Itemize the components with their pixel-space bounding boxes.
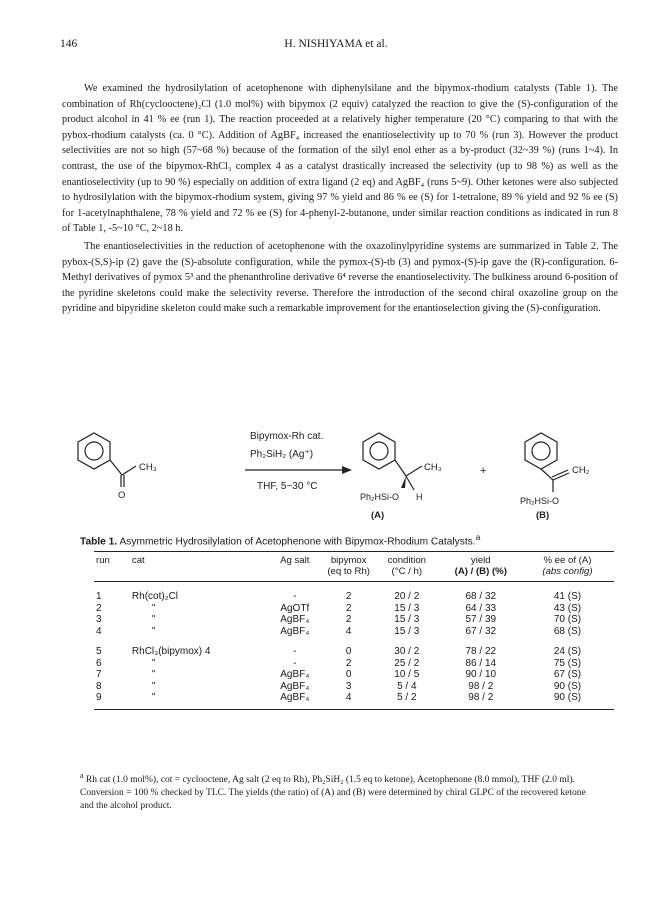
cell-cat: " xyxy=(151,602,156,614)
reaction-scheme xyxy=(60,430,620,530)
header-condition xyxy=(373,552,441,582)
cell-cat: " xyxy=(130,692,265,709)
methylene-label-product-b: CH₂ xyxy=(572,465,590,476)
cell-yield: 98 / 2 xyxy=(468,680,494,692)
cell-condition: 15 / 3 xyxy=(394,602,420,614)
aromatic-circle-product-b xyxy=(532,442,550,460)
cell-yield: 98 / 2 xyxy=(441,692,521,709)
cell-ee: 41 (S) xyxy=(553,591,582,602)
table-caption-label: Table 1. xyxy=(80,536,118,548)
cell-bipymox: 2 xyxy=(345,614,352,625)
cell-ag-salt: - xyxy=(293,657,297,669)
aromatic-circle-product-a xyxy=(370,442,388,460)
cell-bipymox: 2 xyxy=(345,602,352,614)
cell-bipymox: 2 xyxy=(345,657,352,669)
header-bipymox-line1: bipymox xyxy=(330,555,367,566)
cell-condition: 10 / 5 xyxy=(394,669,420,680)
cell-ag-salt: AgBF₄ xyxy=(265,692,324,709)
header-run: run xyxy=(94,552,130,582)
cell-run: 3 xyxy=(96,614,102,625)
body-text xyxy=(62,81,618,319)
header-yield-line2: (A) / (B) (%) xyxy=(454,566,507,577)
cell-yield: 90 / 10 xyxy=(465,669,497,680)
table-caption xyxy=(80,532,480,547)
cell-bipymox: 4 xyxy=(345,625,352,637)
benzene-ring-product-b xyxy=(525,433,557,469)
table-row xyxy=(94,669,614,681)
table-row xyxy=(94,626,614,638)
benzene-ring-reactant xyxy=(78,433,110,469)
cell-run: 4 xyxy=(96,625,102,637)
cell-ee: 67 (S) xyxy=(553,669,582,680)
header-ee-line2: (abs config) xyxy=(542,566,593,577)
cell-bipymox: 0 xyxy=(345,646,352,657)
cell-run: 7 xyxy=(96,669,102,680)
double-bond-vinyl-lower xyxy=(552,470,568,477)
cell-ee: 43 (S) xyxy=(553,602,582,614)
table-caption-text: Asymmetric Hydrosilylation of Acetophenone with Bipymox-Rhodium Catalysts. xyxy=(119,536,476,548)
header-condition-line2: (°C / h) xyxy=(391,566,423,577)
header-bipymox xyxy=(324,552,373,582)
cell-run: 5 xyxy=(96,646,102,657)
reaction-scheme-drawing xyxy=(60,430,620,530)
header-cat: cat xyxy=(130,552,265,582)
reaction-condition-label: THF, 5~30 °C xyxy=(257,481,318,492)
header-ag-salt: Ag salt xyxy=(265,552,324,582)
table-header-row xyxy=(94,552,614,582)
cell-ee: 75 (S) xyxy=(553,657,582,669)
header-ee xyxy=(521,552,614,582)
reagent-silane-label: Ph₂SiH₂ (Ag⁺) xyxy=(250,449,314,460)
silyl-ether-label-a: Ph₂HSi-O xyxy=(360,492,400,502)
cell-yield: 78 / 22 xyxy=(465,646,497,657)
table-footnote xyxy=(80,769,590,813)
product-b-label: (B) xyxy=(536,510,550,521)
cell-cat: Rh(cot)₂Cl xyxy=(131,591,179,602)
silyl-ether-label-b: Ph₂HSi-O xyxy=(520,496,560,506)
cell-ag-salt: - xyxy=(293,646,297,657)
cell-run: 2 xyxy=(96,602,102,614)
cell-ag-salt: - xyxy=(293,591,297,602)
cell-yield: 64 / 33 xyxy=(465,602,497,614)
cell-ee: 24 (S) xyxy=(553,646,582,657)
cell-run: 1 xyxy=(96,591,102,602)
cell-bipymox: 3 xyxy=(345,680,352,692)
cell-run: 6 xyxy=(96,657,102,669)
benzene-ring-product-a xyxy=(363,433,395,469)
cell-ag-salt: AgOTf xyxy=(280,602,310,614)
table-row xyxy=(94,692,614,709)
cell-run: 9 xyxy=(94,692,130,709)
table-row xyxy=(94,603,614,615)
cell-cat: " xyxy=(151,614,156,625)
cell-run: 8 xyxy=(96,680,102,692)
header-ee-line1: % ee of (A) xyxy=(543,555,592,566)
bond-carbonyl-methyl xyxy=(122,466,136,475)
cell-bipymox: 2 xyxy=(345,591,352,602)
cell-ag-salt: AgBF₄ xyxy=(280,680,310,692)
oxygen-label: O xyxy=(118,490,126,501)
bond-stereocenter-h xyxy=(406,476,414,490)
cell-ee: 68 (S) xyxy=(553,625,582,637)
product-a-label: (A) xyxy=(371,510,385,521)
header-bipymox-line2: (eq to Rh) xyxy=(327,566,371,577)
cell-ee: 90 (S) xyxy=(521,692,614,709)
header-yield-line1: yield xyxy=(470,555,491,566)
header-yield xyxy=(441,552,521,582)
footnote-text: Rh cat (1.0 mol%), cot = cyclooctene, Ag salt (2 eq to Rh), Ph₂SiH₂ (1.5 eq to ketone), Acetophenone (8.0 mmol), THF (2.0 ml). Conversion = 100 % checked by TLC. The yields (the ratio) of (A) and (B) were determined by chiral GLPC of the recovered ketone and the alcohol product. xyxy=(80,775,586,812)
cell-cat: " xyxy=(151,680,156,692)
cell-cat: " xyxy=(151,625,156,637)
cell-cat: " xyxy=(151,669,156,680)
wedge-bond xyxy=(401,476,406,488)
cell-yield: 57 / 39 xyxy=(465,614,497,625)
cell-bipymox: 4 xyxy=(324,692,373,709)
bond-ring-stereocenter xyxy=(395,460,406,476)
table-row xyxy=(94,614,614,626)
plus-sign: + xyxy=(480,465,487,477)
cell-cat: RhCl₃(bipymox) 4 xyxy=(131,646,211,657)
table-row xyxy=(94,637,614,658)
results-table xyxy=(94,551,614,710)
running-header-author: H. NISHIYAMA et al. xyxy=(284,38,388,50)
cell-condition: 15 / 3 xyxy=(394,614,420,625)
cell-condition: 25 / 2 xyxy=(394,657,420,669)
paragraph-hydrosilylation: We examined the hydrosilylation of acetophenone with diphenylsilane and the bipymox-rhodium catalysts (Table 1). The combination of Rh(cyclooctene)₂Cl (1.0 mol%) with bipymox (2 equiv) catalyzed the reaction to give the (S)-configuration of the product alcohol in 41 % ee (run 1). The reaction proceeded at a relatively higher temperature (20 °C) comparing to that with the pybox-rhodium catalysts (ca. 0 °C). Addition of AgBF₄ increased the enantioselectivity up to 70 % (run 3). However the product selectivities are not so high (57~68 %) because of the formation of the silyl enol ether as a by-product (32~39 %) (runs 1~4). In contrast, the use of the bipymox-RhCl₃ complex 4 as a catalyst drastically increased the selectivity (up to 98 %) as well as the enantioselectivity (up to 90 %) especially on addition of extra ligand (2 eq) and AgBF₄ (runs 5~9). Other ketones were also subjected to hydrosilylation with the bipymox-rhodium system, giving 97 % yield and 86 % ee (S) for 1-tetralone, 89 % yield and 92 % ee (S) for 1-acetylnaphthalene, 78 % yield and 72 % ee (S) for 4-phenyl-2-butanone, under similar reaction conditions as indicated in run 8 of Table 1, -5~10 °C, 2~18 h. xyxy=(62,83,618,235)
cell-condition: 30 / 2 xyxy=(394,646,420,657)
table-row xyxy=(94,582,614,603)
cell-condition: 15 / 3 xyxy=(394,625,420,637)
cell-yield: 68 / 32 xyxy=(465,591,497,602)
cell-yield: 86 / 14 xyxy=(465,657,497,669)
paragraph-enantioselectivities: The enantioselectivities in the reduction of acetophenone with the oxazolinylpyridine systems are summarized in Table 2. The pybox-(S,S)-ip (2) gave the (S)-absolute configuration, while the pymox-(S)-tb (3) and pymox-(S)-ip gave the (R)-configuration. 6-Methyl derivatives of pymox 5³ and the phenanthroline derivative 6⁴ reverse the enantioselectivity. The bulkiness around 6-position of the pyridine skeletons could make the selectivity reverse. Therefore the introduction of the second chiral oxazoline group on the pyridine and bipyridine skeleton could make such a remarkable improvement for the enantioselection giving the (S)-configuration. xyxy=(62,240,618,315)
bond-ring-vinyl xyxy=(541,469,553,480)
methyl-label-product-a: CH₃ xyxy=(424,462,442,473)
cell-ee: 70 (S) xyxy=(553,614,582,625)
bond-ring-carbonyl xyxy=(110,460,122,475)
reaction-arrow-head xyxy=(342,466,352,474)
cell-condition: 5 / 2 xyxy=(373,692,441,709)
cell-ag-salt: AgBF₄ xyxy=(280,614,310,625)
aromatic-circle-reactant xyxy=(85,442,103,460)
cell-condition: 20 / 2 xyxy=(394,591,420,602)
double-bond-vinyl-upper xyxy=(553,473,569,480)
hydrogen-label: H xyxy=(416,492,423,502)
footnote-mark: a xyxy=(80,771,84,780)
cell-ag-salt: AgBF₄ xyxy=(280,625,310,637)
table-caption-footnote-mark: a xyxy=(475,532,481,542)
cell-ag-salt: AgBF₄ xyxy=(280,669,310,680)
table-row xyxy=(94,658,614,670)
cell-cat: " xyxy=(151,657,156,669)
table-row xyxy=(94,681,614,693)
bond-stereocenter-methyl xyxy=(406,466,422,476)
cell-ee: 90 (S) xyxy=(553,680,582,692)
cell-yield: 67 / 32 xyxy=(465,625,497,637)
header-condition-line1: condition xyxy=(387,555,426,566)
cell-bipymox: 0 xyxy=(345,669,352,680)
methyl-label-reactant: CH₃ xyxy=(139,462,157,473)
page-number: 146 xyxy=(60,38,78,50)
reagent-catalyst-label: Bipymox-Rh cat. xyxy=(250,431,324,442)
cell-condition: 5 / 4 xyxy=(397,680,417,692)
